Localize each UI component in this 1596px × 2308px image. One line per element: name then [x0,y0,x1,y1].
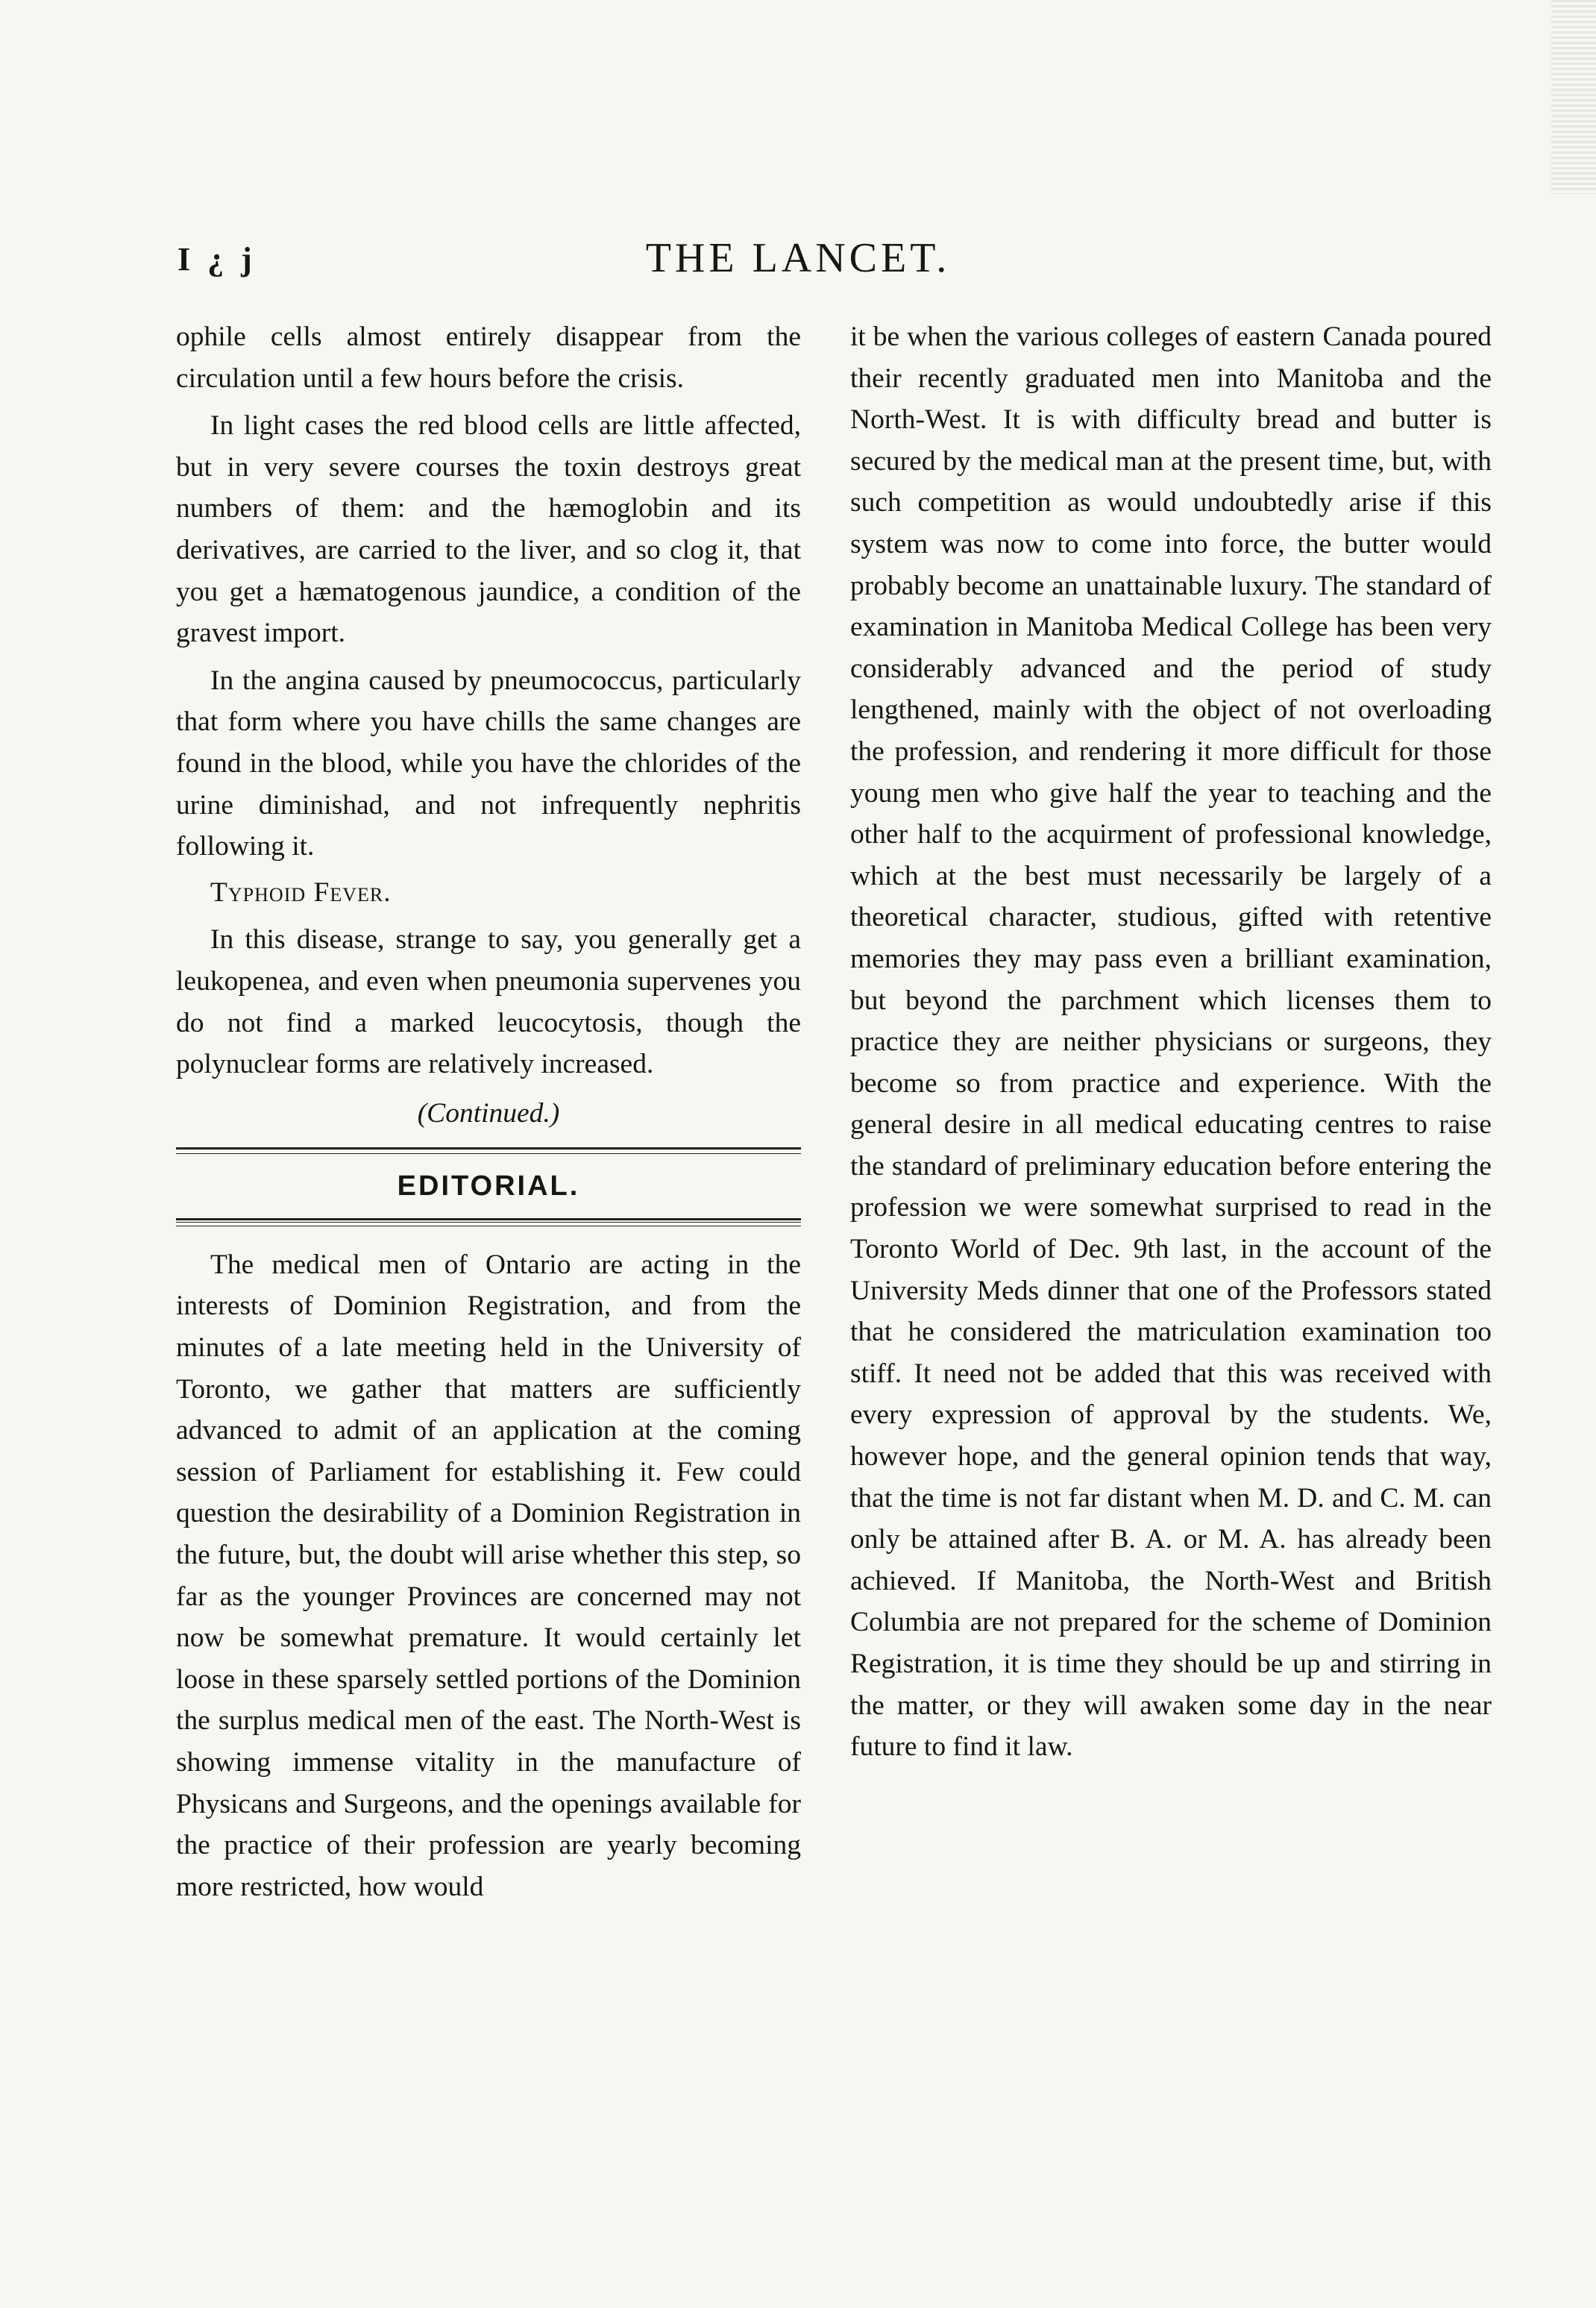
editorial-paragraph: The medical men of Ontario are acting in the interests of Dominion Registration, and from the minutes of a late meeting held in the University of Toronto, we gather that matters are sufficiently advanced to admit of an application at the coming session of Parliament for establishing it. Few could question the desirability of a Dominion Registration in the future, but, the doubt will arise whether this step, so far as the younger Provinces are concerned may not now be somewhat premature. It would certainly let loose in these sparsely settled portions of the Dominion the surplus medical men of the east. The North-West is showing immense vitality in the manufacture of Physicans and Surgeons, and the openings available for the practice of their profession are yearly becoming more restricted, how would [176,1249,801,1902]
paragraph: In the angina caused by pneumococcus, particularly that form where you have chills the same changes are found in the blood, while you have the chlorides of the urine diminishad, and not infrequently nephritis following it. [176,665,801,862]
editorial-continuation: it be when the various colleges of eastern Canada poured their recently graduated men into Manitoba and the North-West. It is with difficulty bread and butter is secured by the medical man at the present time, but, with such competition as would undoubtedly arise if this system was now to come into force, the butter would probably become an unattainable luxury. The standard of examination in Manitoba Medical College has been very considerably advanced and the period of study lengthened, mainly with the object of not overloading the profession, and rendering it more difficult for those young men who give half the year to teaching and the other half to the acquirment of professional knowledge, which at the best must necessarily be largely of a theoretical character, studious, gifted with retentive memories they may pass even a brilliant examination, but beyond the parchment which licenses them to practice they are neither physicians or surgeons, they become so from practice and experience. With the general desire in all medical educating centres to raise the standard of preliminary education before entering the profession we were somewhat surprised to read in the Toronto World of Dec. 9th last, in the account of the University Meds dinner that one of the Professors stated that he considered the matriculation examination too stiff. It need not be added that this was received with every expression of approval by the students. We, however hope, and the general opinion tends that way, that the time is not far distant when M. D. and C. M. can only be attained after B. A. or M. A. has already been achieved. If Manitoba, the North-West and British Columbia are not prepared for the scheme of Dominion Registration, it is time they should be up and stirring in the matter, or they will awaken some day in the near future to find it law. [850,322,1492,1763]
section-divider [176,1147,801,1154]
paragraph: In light cases the red blood cells are little affected, but in very severe courses the toxin destroys great numbers of them: and the hæmoglobin and its derivatives, are carried to the liver, and so clog it, that you get a hæmatogenous jaundice, a condition of the gravest import. [176,410,801,649]
paragraph: In this disease, strange to say, you generally get a leukopenea, and even when pneumonia supervenes you do not find a marked leucocytosis, though the polynuclear forms are relatively increased. [176,924,801,1080]
page-folio: I ¿ j [177,241,257,277]
subheading-typhoid-fever: Typhoid Fever. [210,877,392,908]
right-column [850,316,1492,2286]
section-divider [176,1218,801,1226]
running-title: THE LANCET. [645,235,951,281]
editorial-heading: EDITORIAL. [397,1170,580,1202]
scan-edge-artifact [1551,0,1596,194]
left-column [176,316,801,2286]
paragraph: ophile cells almost entirely disappear from the circulation until a few hours before the crisis. [176,322,801,394]
continued-note: (Continued.) [417,1097,560,1129]
